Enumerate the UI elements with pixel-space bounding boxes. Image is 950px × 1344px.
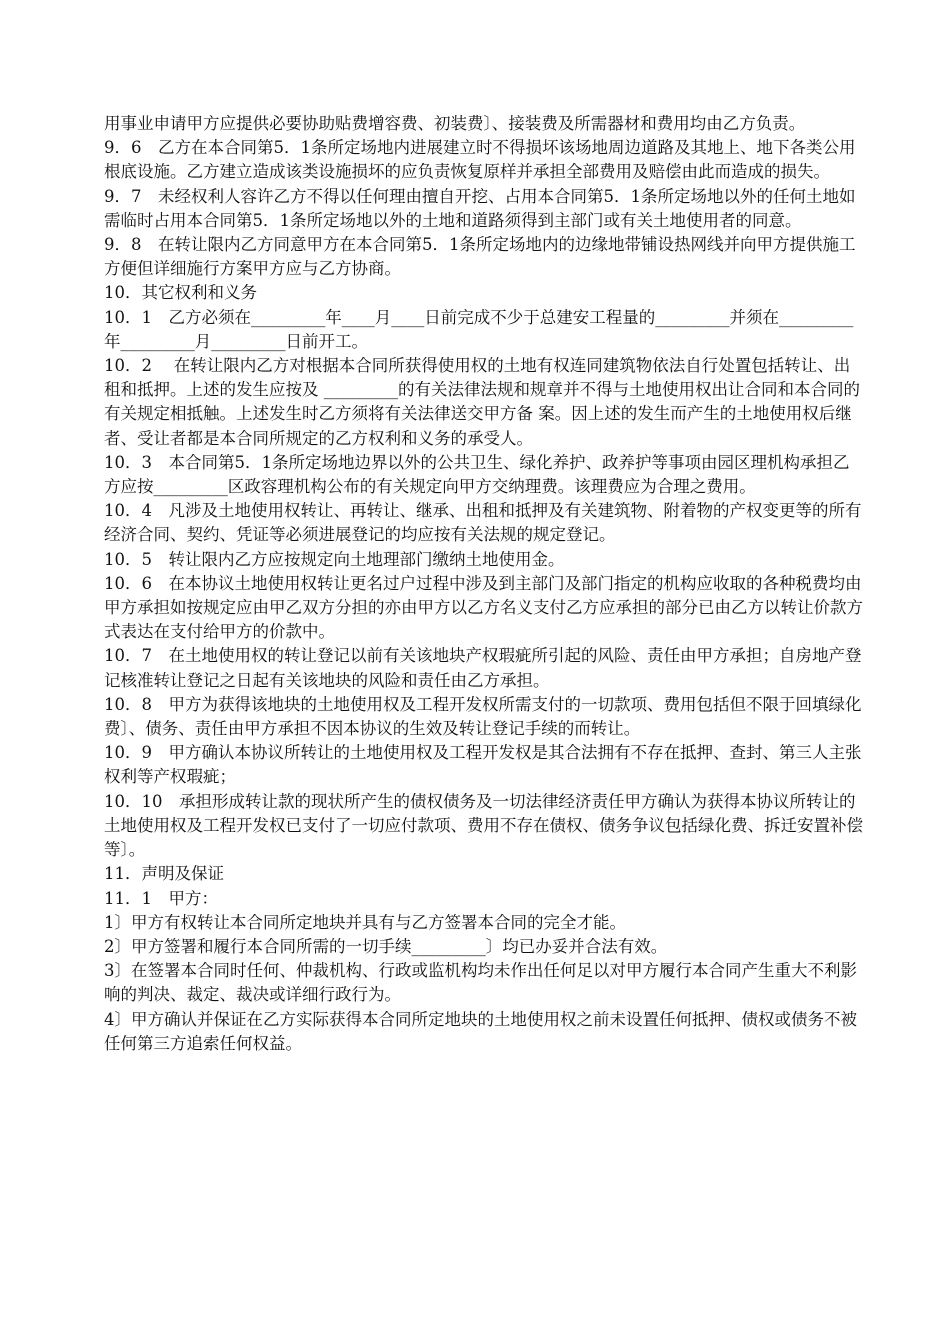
list-item-2: 2〕甲方签署和履行本合同所需的一切手续_________〕均已办妥并合法有效。 <box>104 936 668 956</box>
clause-10-6: 10．6 在本协议土地使用权转让更名过户过程中涉及到主部门及部门指定的机构应收取的各种税费均由甲方承担如按规定应由甲乙双方分担的亦由甲方以乙方名义支付乙方应承担的部分已由乙方以转让价款方式表达在支付给甲方的价款中。 <box>104 573 863 642</box>
clause-10-10: 10．10 承担形成转让款的现状所产生的债权债务及一切法律经济责任甲方确认为获得本协议所转让的土地使用权及工程开发权已支付了一切应付款项、费用不存在债权、债务争议包括绿化费、拆迁安置补偿等〕。 <box>104 791 863 860</box>
clause-9-8: 9．8 在转让限内乙方同意甲方在本合同第5．1条所定场地内的边缘地带铺设热网线并向甲方提供施工方便但详细施行方案甲方应与乙方协商。 <box>104 235 856 279</box>
clause-9-6: 9．6 乙方在本合同第5．1条所定场地内进展建立时不得损坏该场地周边道路及其地上、地下各类公用根底设施。乙方建立造成该类设施损坏的应负责恢复原样并承担全部费用及赔偿由此而造成的损失。 <box>104 138 856 182</box>
clause-10-7: 10．7 在土地使用权的转让登记以前有关该地块产权瑕疵所引起的风险、责任由甲方承担；自房地产登记核准转让登记之日起有关该地块的风险和责任由乙方承担。 <box>104 646 862 690</box>
clause-10-1: 10．1 乙方必须在_________年____月____日前完成不少于总建安工程量的_________并须在_________年_________月_________日前开工。 <box>104 307 854 351</box>
clause-10-3: 10．3 本合同第5．1条所定场地边界以外的公共卫生、绿化养护、政养护等事项由园区理机构承担乙方应按_________区政容理机构公布的有关规定向甲方交纳理费。该理费应为合理之费用。 <box>104 452 850 497</box>
section-10-heading: 10．其它权利和义务 <box>104 283 257 303</box>
list-item-4: 4〕甲方确认并保证在乙方实际获得本合同所定地块的土地使用权之前未设置任何抵押、债权或债务不被任何第三方追索任何权益。 <box>104 1009 857 1053</box>
section-11-heading: 11．声明及保证 <box>104 864 224 884</box>
clause-10-8: 10．8 甲方为获得该地块的土地使用权及工程开发权所需支付的一切款项、费用包括但不限于回填绿化费〕、债务、责任由甲方承担不因本协议的生效及转让登记手续的而转让。 <box>104 694 862 739</box>
clause-10-2: 10．2 在转让限内乙方对根据本合同所获得使用权的土地有权连同建筑物依法自行处置包括转让、出租和抵押。上述的发生应按及 _________的有关法律法规和规章并不得与土地使用权出让合同和本合同的有关规定相抵触。上述发生时乙方须将有关法律送交甲方备 案。因上述的发生而产生的土地使用权后继者、受让者都是本合同所规定的乙方权利和义务的承受人。 <box>104 356 860 448</box>
paragraph-continuation: 用事业申请甲方应提供必要协助贴费增容费、初装费〕、接装费及所需器材和费用均由乙方负责。 <box>104 114 806 133</box>
clause-10-5: 10．5 转让限内乙方应按规定向土地理部门缴纳土地使用金。 <box>104 549 565 569</box>
clause-10-9: 10．9 甲方确认本协议所转让的土地使用权及工程开发权是其合法拥有不存在抵押、查封、第三人主张权利等产权瑕疵； <box>104 743 862 787</box>
clause-10-4: 10．4 凡涉及土地使用权转让、再转让、继承、出租和抵押及有关建筑物、附着物的产权变更等的所有经济合同、契约、凭证等必须进展登记的均应按有关法规的规定登记。 <box>104 501 862 545</box>
list-item-3: 3〕在签署本合同时任何、仲裁机构、行政或监机构均未作出任何足以对甲方履行本合同产生重大不利影响的判决、裁定、裁决或详细行政行为。 <box>104 961 857 1005</box>
clause-9-7: 9．7 未经权利人容许乙方不得以任何理由擅自开挖、占用本合同第5．1条所定场地以外的任何土地如需临时占用本合同第5．1条所定场地以外的土地和道路须得到主部门或有关土地使用者的同意。 <box>104 186 856 230</box>
list-item-1: 1〕甲方有权转让本合同所定地块并具有与乙方签署本合同的完全才能。 <box>104 912 626 932</box>
clause-11-1: 11．1 甲方： <box>104 888 218 908</box>
document-body <box>104 112 864 1056</box>
